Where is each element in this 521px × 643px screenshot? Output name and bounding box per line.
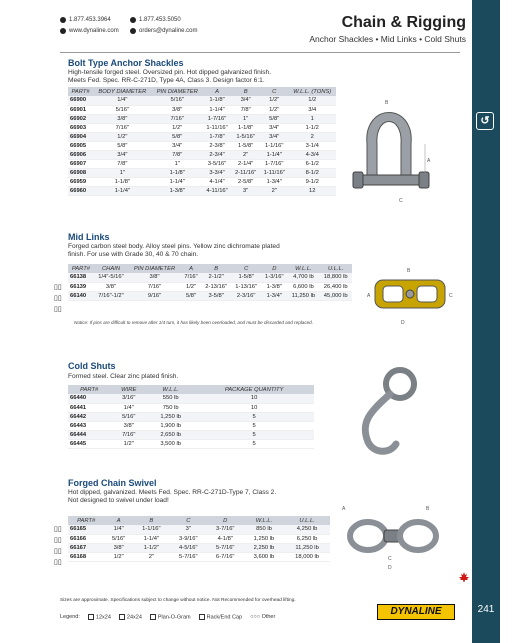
table-row (68, 534, 330, 543)
table-cell: 5/8" (152, 132, 203, 141)
table-cell: 3/8" (94, 282, 128, 291)
coldshuts-column-header: WIRE (110, 385, 147, 394)
table-cell: 2" (133, 552, 170, 561)
table-cell: 5 (194, 430, 314, 439)
midlinks-table (68, 264, 352, 301)
page-number: 241 (477, 604, 495, 615)
table-cell: 3/4" (260, 132, 289, 141)
part-number: 66168 (68, 552, 104, 561)
svg-text:D: D (388, 565, 392, 571)
shackles-desc-1: High-tensile forged steel. Oversized pin. Hot dipped galvanized finish. (68, 69, 272, 76)
table-cell: 7/16" (110, 430, 147, 439)
shackles-column-header: W.L.L. (TONS) (289, 87, 337, 96)
table-cell: 1-1/4" (203, 105, 232, 114)
coldshuts-desc-1: Formed steel. Clear zinc plated finish. (68, 373, 179, 380)
table-cell: 2 (289, 132, 337, 141)
swivel-desc-2: Not designed to swivel under load! (68, 497, 169, 504)
shackles-column-header: PART# (68, 87, 93, 96)
table-cell: 1/2 (289, 96, 337, 105)
table-cell: 11,250 lb (287, 291, 319, 300)
table-cell: 18,800 lb (319, 273, 352, 282)
table-cell: 1" (93, 168, 152, 177)
table-cell: 1-1/8" (203, 96, 232, 105)
table-cell: 5/8" (93, 141, 152, 150)
part-number: 66442 (68, 412, 110, 421)
shackles-column-header: PIN DIAMETER (152, 87, 203, 96)
table-cell: 2" (260, 186, 289, 195)
box-icon (119, 614, 125, 620)
table-cell: 10 (194, 394, 314, 403)
midlinks-column-header: D (261, 264, 287, 273)
table-cell: 1-5/16" (231, 132, 260, 141)
svg-text:D: D (401, 320, 405, 326)
email[interactable]: orders@dynaline.com (130, 28, 197, 34)
table-cell: 1-1/2" (133, 543, 170, 552)
coldshuts-column-header: W.L.L. (147, 385, 194, 394)
table-row (68, 168, 336, 177)
shackles-header-row (68, 87, 336, 96)
table-cell: 3/8" (104, 543, 132, 552)
svg-text:B: B (426, 506, 430, 512)
part-number: 66138 (68, 273, 94, 282)
table-row (68, 525, 330, 534)
table-row (68, 96, 336, 105)
table-cell: 2-1/4" (231, 159, 260, 168)
part-number: 66907 (68, 159, 93, 168)
svg-text:C: C (399, 198, 403, 204)
table-row (68, 412, 314, 421)
planogram-icon (150, 614, 156, 620)
table-row (68, 114, 336, 123)
table-cell: 8-1/2 (289, 168, 337, 177)
swivel-column-header: B (133, 516, 170, 525)
part-number: 66445 (68, 439, 110, 448)
coldshuts-column-header: PACKAGE QUANTITY (194, 385, 314, 394)
part-number: 66444 (68, 430, 110, 439)
table-cell: 1-1/4" (133, 534, 170, 543)
swivel-desc-1: Hot dipped, galvanized. Meets Fed. Spec. RR-C-271D-Type 7, Class 2. (68, 489, 277, 496)
table-cell: 9-1/2 (289, 177, 337, 186)
table-cell: 1-1/8" (152, 168, 203, 177)
table-row (68, 132, 336, 141)
table-cell: 3/8" (128, 273, 181, 282)
table-cell: 2-1/2" (201, 273, 231, 282)
swivel-header-row (68, 516, 330, 525)
swivel-table (68, 516, 330, 562)
part-number: 66441 (68, 403, 110, 412)
table-cell: 3/8" (152, 105, 203, 114)
midlinks-column-header: A (181, 264, 201, 273)
table-cell: 1/4" (110, 403, 147, 412)
table-cell: 5 (194, 421, 314, 430)
part-number: 66906 (68, 150, 93, 159)
table-cell: 1-1/8" (93, 177, 152, 186)
table-cell: 7/16" (181, 273, 201, 282)
svg-text:B: B (385, 100, 389, 106)
table-cell: 5/16" (93, 105, 152, 114)
table-row (68, 159, 336, 168)
part-number: 66959 (68, 177, 93, 186)
table-cell: 2-3/8" (203, 141, 232, 150)
table-row (68, 543, 330, 552)
shackles-column-header: BODY DIAMETER (93, 87, 152, 96)
midlinks-column-header: PART# (68, 264, 94, 273)
table-cell: 5/16" (152, 96, 203, 105)
table-cell: 1-3/8" (261, 282, 287, 291)
swivel-legend-marks: ▯▯ ▯▯ ▯▯ ▯▯ (54, 526, 62, 566)
table-cell: 1/2" (152, 123, 203, 132)
table-cell: 11,250 lb (284, 543, 330, 552)
table-cell: 26,400 lb (319, 282, 352, 291)
table-cell: 3,600 lb (244, 552, 284, 561)
coldshuts-table (68, 385, 314, 449)
anchor-shackle-image (345, 82, 440, 207)
email-icon (130, 28, 136, 34)
table-row (68, 552, 330, 561)
rack-icon (199, 614, 205, 620)
table-cell: 9/16" (128, 291, 181, 300)
table-cell: 3/16" (110, 394, 147, 403)
phone1: 1.877.453.3964 (60, 17, 111, 23)
table-cell: 2-3/16" (231, 291, 261, 300)
table-cell: 3-9/16" (170, 534, 207, 543)
table-row (68, 186, 336, 195)
shackles-column-header: A (203, 87, 232, 96)
part-number: 66903 (68, 123, 93, 132)
coldshuts-header-row (68, 385, 314, 394)
website[interactable]: www.dynaline.com (60, 28, 119, 34)
shackles-table (68, 87, 336, 196)
part-number: 66443 (68, 421, 110, 430)
midlinks-column-header: B (201, 264, 231, 273)
shackles-column-header: B (231, 87, 260, 96)
shackles-title: Bolt Type Anchor Shackles (68, 58, 184, 68)
table-cell: 1/2" (260, 96, 289, 105)
table-cell: 1-1/2 (289, 123, 337, 132)
footer-legend: Legend: 12x24 24x24 Plan-O-Gram Rack/End Cap ○○○ Other (60, 614, 276, 621)
table-cell: 1/2" (260, 105, 289, 114)
part-number: 66904 (68, 132, 93, 141)
swivel-column-header: PART# (68, 516, 104, 525)
table-cell: 12 (289, 186, 337, 195)
table-row (68, 439, 314, 448)
table-cell: 1" (152, 159, 203, 168)
table-row (68, 141, 336, 150)
header-divider (60, 52, 460, 53)
swivel-column-header: U.L.L. (284, 516, 330, 525)
table-cell: 1-1/4" (152, 177, 203, 186)
midlinks-header-row (68, 264, 352, 273)
table-row (68, 430, 314, 439)
table-cell: 750 lb (147, 403, 194, 412)
coldshuts-title: Cold Shuts (68, 361, 116, 371)
midlinks-title: Mid Links (68, 232, 110, 242)
table-cell: 1/2" (93, 132, 152, 141)
part-number: 66902 (68, 114, 93, 123)
table-cell: 6-1/2 (289, 159, 337, 168)
table-cell: 4-1/4" (203, 177, 232, 186)
footer-note: Sizes are approximate. Specifications subject to change without notice. Not Recommended for overhead lifting. (60, 598, 296, 603)
table-cell: 45,000 lb (319, 291, 352, 300)
table-row (68, 150, 336, 159)
table-cell: 4-11/16" (203, 186, 232, 195)
cold-shut-image (340, 362, 430, 462)
table-cell: 6,250 lb (284, 534, 330, 543)
globe-icon (60, 28, 66, 34)
table-cell: 1 (289, 114, 337, 123)
table-cell: 2" (231, 150, 260, 159)
coldshuts-column-header: PART# (68, 385, 110, 394)
table-cell: 5 (194, 439, 314, 448)
table-row (68, 273, 352, 282)
table-cell: 3-3/4" (203, 168, 232, 177)
table-cell: 7/8" (152, 150, 203, 159)
table-cell: 3-5/16" (203, 159, 232, 168)
svg-text:A: A (342, 506, 346, 512)
swivel-column-header: W.L.L. (244, 516, 284, 525)
part-number: 66139 (68, 282, 94, 291)
swivel-column-header: A (104, 516, 132, 525)
table-cell: 3/4 (289, 105, 337, 114)
table-cell: 1-3/8" (152, 186, 203, 195)
table-cell: 3,500 lb (147, 439, 194, 448)
midlinks-column-header: C (231, 264, 261, 273)
table-row (68, 105, 336, 114)
table-row (68, 282, 352, 291)
midlinks-column-header: U.L.L. (319, 264, 352, 273)
table-cell: 3/4" (231, 96, 260, 105)
part-number: 66440 (68, 394, 110, 403)
table-cell: 7/8" (93, 159, 152, 168)
section-tab-label: Chain & Rigging (505, 161, 521, 270)
table-cell: 3/8" (93, 114, 152, 123)
svg-text:A: A (427, 158, 431, 164)
table-cell: 2-13/16" (201, 282, 231, 291)
table-cell: 3/4" (93, 150, 152, 159)
table-row (68, 291, 352, 300)
midlinks-note: Notice: If pins are difficult to remove after 1/4 turn, it has likely been overloaded, and must be discarded and replaced. (74, 320, 314, 325)
midlinks-desc-1: Forged carbon steel body. Alloy steel pins. Yellow zinc dichromate plated (68, 243, 280, 250)
table-cell: 1/2" (110, 439, 147, 448)
table-cell: 1-1/16" (133, 525, 170, 534)
table-cell: 1-1/4" (93, 186, 152, 195)
table-cell: 1-7/8" (203, 132, 232, 141)
shackles-desc-2: Meets Fed. Spec. RR-C-271D, Type 4A, Class 3. Design factor 6:1. (68, 77, 265, 84)
table-cell: 1-3/16" (261, 273, 287, 282)
table-cell: 1-5/8" (231, 141, 260, 150)
table-cell: 2-11/16" (231, 168, 260, 177)
midlinks-legend-marks: ▯▯ ▯▯ ▯▯ (54, 284, 62, 313)
table-cell: 1,250 lb (244, 534, 284, 543)
table-cell: 1-13/16" (231, 282, 261, 291)
table-cell: 850 lb (244, 525, 284, 534)
table-cell: 7/16" (93, 123, 152, 132)
table-cell: 1-3/4" (260, 177, 289, 186)
table-cell: 5/16" (104, 534, 132, 543)
table-cell: 4-1/8" (207, 534, 244, 543)
table-cell: 18,000 lb (284, 552, 330, 561)
shackles-column-header: C (260, 87, 289, 96)
table-cell: 1/2" (181, 282, 201, 291)
table-cell: 1-7/16" (260, 159, 289, 168)
table-cell: 3-7/16" (207, 525, 244, 534)
swivel-column-header: C (170, 516, 207, 525)
table-cell: 1,250 lb (147, 412, 194, 421)
table-cell: 2,250 lb (244, 543, 284, 552)
svg-text:C: C (449, 293, 453, 299)
midlinks-column-header: W.L.L. (287, 264, 319, 273)
other-icon: ○○○ (250, 614, 262, 621)
page-title: Chain & Rigging (341, 14, 466, 31)
part-number: 66167 (68, 543, 104, 552)
part-number: 66905 (68, 141, 93, 150)
table-cell: 1-1/8" (231, 123, 260, 132)
midlinks-column-header: CHAIN (94, 264, 128, 273)
table-cell: 4-3/4 (289, 150, 337, 159)
table-cell: 1,900 lb (147, 421, 194, 430)
table-cell: 3-1/4 (289, 141, 337, 150)
table-row (68, 123, 336, 132)
svg-text:A: A (367, 293, 371, 299)
table-cell: 7/8" (231, 105, 260, 114)
midlinks-column-header: PIN DIAMETER (128, 264, 181, 273)
table-cell: 1-3/4" (261, 291, 287, 300)
table-cell: 5-7/16" (207, 543, 244, 552)
svg-text:C: C (388, 556, 392, 562)
table-cell: 1-11/16" (260, 168, 289, 177)
table-cell: 1-11/16" (203, 123, 232, 132)
section-tab (472, 0, 500, 643)
table-cell: 1-7/16" (203, 114, 232, 123)
table-cell: 5/8" (181, 291, 201, 300)
swivel-column-header: D (207, 516, 244, 525)
part-number: 66900 (68, 96, 93, 105)
table-row (68, 394, 314, 403)
table-cell: 1-1/4" (260, 150, 289, 159)
table-cell: 2-3/4" (203, 150, 232, 159)
midlinks-desc-2: finish. For use with Grade 30, 40 & 70 chain. (68, 251, 199, 258)
table-cell: 1/2" (104, 552, 132, 561)
fax-icon (130, 17, 136, 23)
part-number: 66901 (68, 105, 93, 114)
table-cell: 1" (231, 114, 260, 123)
table-cell: 3" (231, 186, 260, 195)
table-cell: 1-5/8" (231, 273, 261, 282)
table-cell: 3" (170, 525, 207, 534)
dynaline-logo: DYNALINE (377, 604, 455, 620)
table-cell: 7/16" (128, 282, 181, 291)
part-number: 66165 (68, 525, 104, 534)
hook-icon: ↺ (476, 112, 494, 130)
table-cell: 1/4"-5/16" (94, 273, 128, 282)
table-row (68, 403, 314, 412)
table-cell: 1/4" (93, 96, 152, 105)
table-cell: 4,700 lb (287, 273, 319, 282)
part-number: 66166 (68, 534, 104, 543)
table-cell: 6,600 lb (287, 282, 319, 291)
table-cell: 3-5/8" (201, 291, 231, 300)
table-cell: 5 (194, 412, 314, 421)
chain-swivel-image (340, 502, 450, 572)
table-cell: 3/8" (110, 421, 147, 430)
part-number: 66960 (68, 186, 93, 195)
table-cell: 3/4" (152, 141, 203, 150)
table-cell: 3/4" (260, 123, 289, 132)
table-row (68, 177, 336, 186)
table-cell: 550 lb (147, 394, 194, 403)
table-cell: 7/16"-1/2" (94, 291, 128, 300)
table-cell: 5/8" (260, 114, 289, 123)
table-cell: 5-7/16" (170, 552, 207, 561)
part-number: 66908 (68, 168, 93, 177)
table-cell: 5/16" (110, 412, 147, 421)
table-cell: 1-1/16" (260, 141, 289, 150)
table-cell: 2,650 lb (147, 430, 194, 439)
svg-text:B: B (407, 268, 411, 274)
table-cell: 7/16" (152, 114, 203, 123)
table-cell: 10 (194, 403, 314, 412)
maple-leaf-icon (458, 571, 470, 583)
swivel-title: Forged Chain Swivel (68, 478, 157, 488)
table-cell: 2-5/8" (231, 177, 260, 186)
table-cell: 4-5/16" (170, 543, 207, 552)
part-number: 66140 (68, 291, 94, 300)
table-cell: 6-7/16" (207, 552, 244, 561)
page-subtitle: Anchor Shackles • Mid Links • Cold Shuts (309, 34, 466, 44)
table-cell: 1/4" (104, 525, 132, 534)
table-cell: 4,250 lb (284, 525, 330, 534)
phone-icon (60, 17, 66, 23)
phone2: 1.877.453.5050 (130, 17, 181, 23)
box-icon (88, 614, 94, 620)
mid-link-image (365, 262, 455, 330)
table-row (68, 421, 314, 430)
